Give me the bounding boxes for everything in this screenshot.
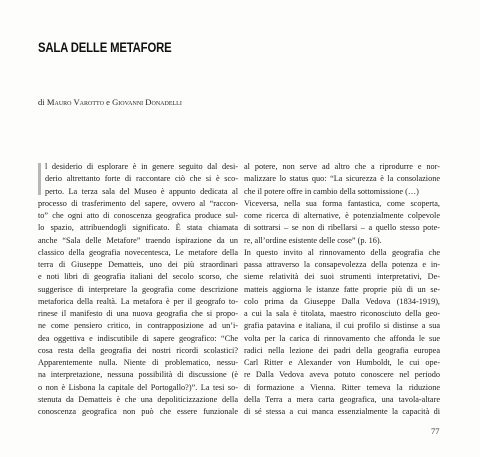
text-line: conoscenza geografica non può che essere funzionale bbox=[38, 407, 238, 416]
text-line: radici nella lezione dei padri della geografia europea bbox=[244, 345, 440, 355]
text-line: dea oggettiva e indiscutibile di sapere geografico: “Che bbox=[38, 333, 238, 343]
text-line: colo prima da Giuseppe Dalla Vedova (1834-1919), bbox=[244, 296, 440, 306]
text-line: della Terra a mera carta geografica, una tavola-altare bbox=[244, 394, 440, 404]
text-line: Carl Ritter e Alexander von Humboldt, le cui ope- bbox=[244, 358, 440, 367]
text-line: re, all’ordine esistente delle cose” (p. 16). bbox=[244, 235, 382, 245]
text-line: sieme relatività dei suoi strumenti interpretativi, De- bbox=[244, 272, 440, 282]
text-line: che il potere offre in cambio della sottomissione (…) bbox=[244, 186, 419, 196]
text-line: e noti libri di geografia italiani del secolo scorso, che bbox=[38, 272, 238, 282]
text-line: na interpretazione, nessuna possibilità di discussione (è bbox=[38, 370, 238, 380]
text-line: di sottrarsi – se non di ribellarsi – a quello stesso pote- bbox=[244, 223, 440, 233]
text-line: Viceversa, nella sua forma fantastica, come scoperta, bbox=[244, 198, 440, 208]
byline-conjunction: e bbox=[106, 97, 110, 107]
text-line: processo di trasferimento del sapere, ovvero al “raccon- bbox=[38, 198, 238, 208]
text-line: passa attraverso la consapevolezza della potenza e in- bbox=[244, 260, 440, 269]
text-line: to” che ogni atto di conoscenza geografica produce sul- bbox=[38, 211, 238, 220]
text-line: o non è Lisbona la capitale del Portogallo?)”. La tesi so- bbox=[38, 382, 238, 392]
byline bbox=[38, 97, 182, 107]
left-column bbox=[38, 161, 238, 418]
text-line: ne come pensiero critico, in contrapposizione ad un’i- bbox=[38, 321, 238, 331]
text-line: come ricerca di alternative, è potenzialmente colpevole bbox=[244, 211, 440, 220]
byline-prefix: di bbox=[38, 97, 45, 107]
text-line: stenuta da Dematteis è che una depoliticizzazione della bbox=[38, 394, 238, 404]
author-2: Giovanni Donadelli bbox=[112, 97, 182, 107]
text-line: derio altrettanto forte di raccontare ciò che si è sco- bbox=[45, 174, 238, 184]
page-number: 77 bbox=[431, 426, 440, 436]
author-1: Mauro Varotto bbox=[46, 97, 104, 107]
text-line: a cui la sala è titolata, maestro riconosciuto della geo- bbox=[244, 309, 440, 318]
text-line: malizzare lo status quo: “La sicurezza è la consolazione bbox=[244, 174, 440, 184]
text-line: Apparentemente nulla. Niente di problematico, nessu- bbox=[38, 358, 238, 367]
text-line: anche “Sala delle Metafore” traendo ispirazione da un bbox=[38, 235, 238, 245]
text-line: grafia patavina e italiana, il cui profilo si distinse a sua bbox=[244, 321, 440, 331]
text-line: suggerisce di interpretare la geografia come descrizione bbox=[38, 284, 238, 294]
text-line: l desiderio di esplorare è in genere seguito dal desi- bbox=[45, 162, 238, 171]
text-line: rinese il manifesto di una nuova geografia che si propo- bbox=[38, 309, 238, 318]
text-line: metaforica della realtà. La metafora è per il geografo to- bbox=[38, 296, 238, 306]
right-column bbox=[244, 161, 440, 418]
text-line: lo spazio, attribuendogli significato. È stata chiamata bbox=[38, 223, 238, 233]
text-line: al potere, non serve ad altro che a riprodurre e nor- bbox=[244, 162, 440, 171]
text-line: di sé stessa a cui manca essenzialmente la capacità di bbox=[244, 407, 440, 416]
text-line: cosa resta della geografia dei nostri ricordi scolastici? bbox=[38, 345, 238, 355]
text-line: volta per la carica di rinnovamento che affonda le sue bbox=[244, 333, 440, 343]
text-line: In questo invito al rinnovamento della geografia che bbox=[244, 247, 440, 257]
text-line: terra di Giuseppe Dematteis, uno dei più straordinari bbox=[38, 260, 238, 269]
text-line: re Dalla Vedova aveva potuto conoscere nel periodo bbox=[244, 370, 440, 380]
text-line: matteis aggiorna le istanze fatte proprie più di un se- bbox=[244, 284, 440, 294]
text-line: perto. La terza sala del Museo è appunto dedicata al bbox=[45, 186, 238, 196]
text-line: di formazione a Vienna. Ritter temeva la riduzione bbox=[244, 382, 440, 392]
chapter-title: SALA DELLE METAFORE bbox=[38, 40, 172, 55]
text-line: classico della geografia novecentesca, Le metafore della bbox=[38, 247, 238, 257]
